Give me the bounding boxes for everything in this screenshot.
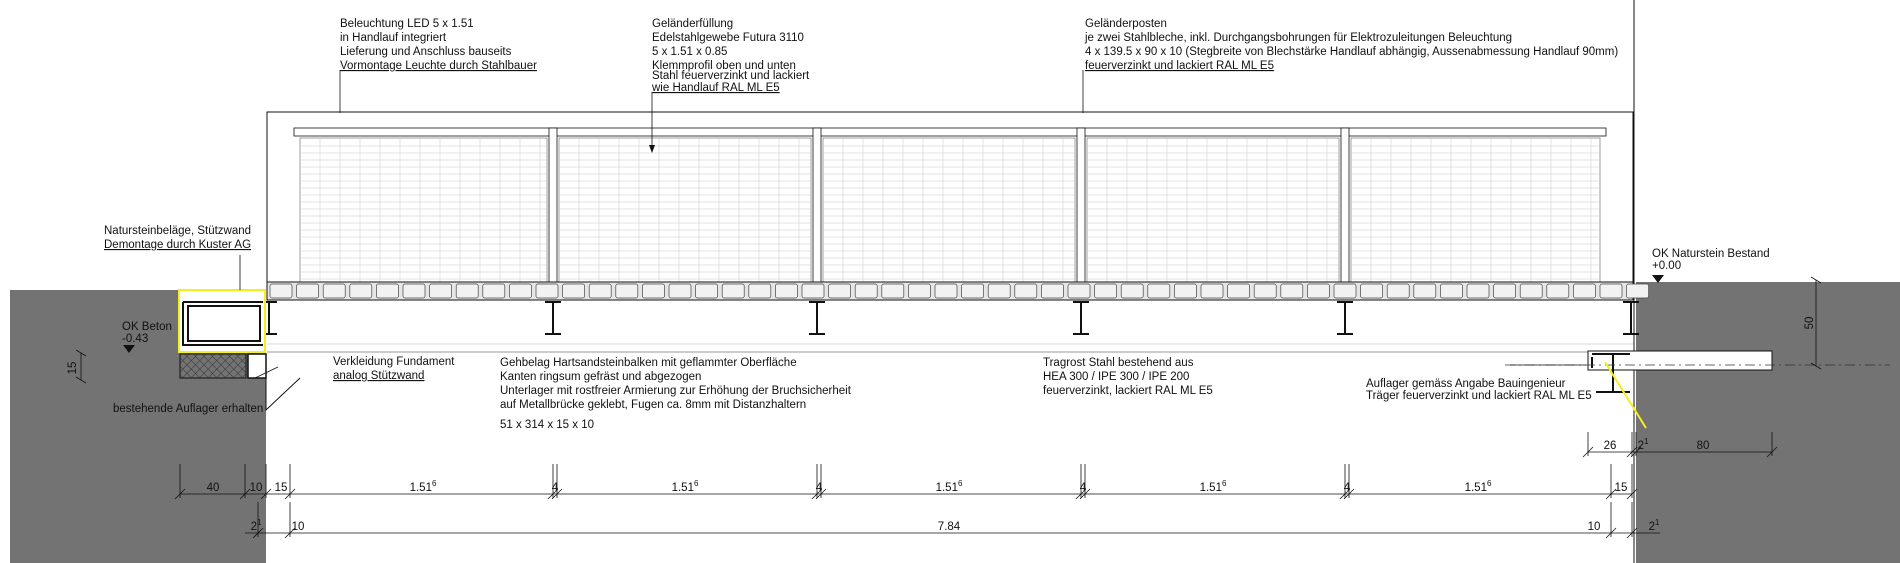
stone-block [1121, 284, 1143, 298]
stone-block [430, 284, 452, 298]
ok-natural-marker [1652, 275, 1664, 283]
bearing-line-2: Träger feuerverzinkt und lackiert RAL ML E5 [1366, 390, 1592, 402]
railing-post-1 [549, 128, 557, 282]
handrail [294, 128, 1606, 136]
deck-line-3: Unterlager mit rostfreier Armierung zur Erhöhung der Bruchsicherheit [500, 385, 851, 397]
mesh-panel-1 [300, 138, 547, 282]
dim-seg-sup: 6 [1486, 479, 1492, 488]
stone-block [962, 284, 984, 298]
stone-block [1041, 284, 1063, 298]
deck-dims: 51 x 314 x 15 x 10 [500, 419, 594, 431]
leader-lines [240, 70, 1586, 378]
i-beam-5 [1337, 302, 1353, 334]
mesh-panel-5 [1351, 138, 1600, 282]
dim-seg-sup: 6 [957, 479, 963, 488]
dim-seg-sup: 6 [1221, 479, 1227, 488]
dim-gap-2: 4 [815, 482, 823, 494]
stone-block [1228, 284, 1250, 298]
i-beam-3 [809, 302, 825, 334]
stone-block [855, 284, 877, 298]
grate-line-3: feuerverzinkt, lackiert RAL ML E5 [1043, 385, 1213, 397]
dim-15a: 15 [274, 482, 288, 494]
stone-block [935, 284, 957, 298]
stone-block [749, 284, 771, 298]
lighting-line-2: in Handlauf integriert [340, 32, 447, 44]
mesh-panel-2 [559, 138, 811, 282]
dim-10c: 10 [1587, 521, 1601, 533]
grate-line-1: Tragrost Stahl bestehend aus [1043, 357, 1194, 369]
posts-line-3: 4 x 139.5 x 90 x 10 (Stegbreite von Blechstärke Handlauf abhängig, Aussenabmessung Handlauf 90mm) [1085, 46, 1619, 58]
railing-frame [267, 112, 1633, 282]
mesh-infill-panels [300, 128, 1600, 282]
stone-block [988, 284, 1010, 298]
dim-80: 80 [1696, 440, 1710, 452]
left-foundation-hatch2 [180, 354, 246, 378]
dim-2rb-sup: 1 [1654, 518, 1660, 527]
infill-line-3: 5 x 1.51 x 0.85 [652, 46, 728, 58]
infill-line-5: Stahl feuerverzinkt und lackiert [652, 70, 810, 82]
stone-block [1068, 284, 1090, 298]
stone-block [1095, 284, 1117, 298]
stone-block [1520, 284, 1542, 298]
dim-total: 7.84 [937, 521, 961, 533]
cladding-line-1: Verkleidung Fundament [333, 356, 455, 368]
stone-block [775, 284, 797, 298]
posts-line-2: je zwei Stahlbleche, inkl. Durchgangsbohrungen für Elektrozuleitungen Beleuchtung [1085, 32, 1513, 44]
dim-2r-val: 2 [1637, 440, 1644, 452]
infill-line-6: wie Handlauf RAL ML E5 [652, 82, 780, 94]
stone-block [589, 284, 611, 298]
stone-block [882, 284, 904, 298]
annotation-cladding [333, 356, 455, 382]
posts-line-1: Geländerposten [1085, 18, 1167, 30]
dim-40: 40 [206, 482, 220, 494]
dim-right-50: 50 [1804, 316, 1816, 330]
stone-block [1600, 284, 1622, 298]
ok-natural-value: +0.00 [1652, 260, 1682, 272]
annotation-lighting [340, 18, 537, 72]
dim-15b: 15 [1614, 482, 1628, 494]
existing-support-label: bestehende Auflager erhalten [113, 403, 264, 415]
dim-26: 26 [1603, 440, 1617, 452]
stone-block [696, 284, 718, 298]
stone-block [270, 284, 292, 298]
dim-seg-4 [1200, 479, 1227, 494]
annotation-infill [651, 18, 810, 94]
arrow-infill [649, 145, 655, 153]
stone-block [483, 284, 505, 298]
stone-block [536, 284, 558, 298]
stone-block [456, 284, 478, 298]
dim-2rb-val: 2 [1648, 521, 1655, 533]
stone-block [1573, 284, 1595, 298]
infill-line-4: Klemmprofil oben und unten [652, 60, 796, 72]
dim-seg-sup: 6 [431, 479, 437, 488]
lighting-line-1: Beleuchtung LED 5 x 1.51 [340, 18, 474, 30]
dim-seg-val: 1.51 [935, 482, 958, 494]
stone-block [1440, 284, 1462, 298]
annotation-deck [500, 357, 852, 431]
dim-seg-val: 1.51 [671, 482, 694, 494]
dim-seg-3 [936, 479, 963, 494]
stone-block [1547, 284, 1569, 298]
dim-seg-sup: 6 [693, 479, 699, 488]
railing-post-3 [1077, 128, 1085, 282]
annotation-posts [1084, 18, 1618, 72]
dim-seg-5 [1465, 479, 1492, 494]
stone-block [297, 284, 319, 298]
dim-2r-sup: 1 [1643, 437, 1649, 446]
stone-block [1414, 284, 1436, 298]
segment-dimension-texts [410, 479, 1492, 494]
annotation-ok-natural [1652, 248, 1770, 272]
mesh-panel-3 [823, 138, 1075, 282]
dim-2l-sup: 1 [256, 518, 262, 527]
dim-10a: 10 [249, 482, 263, 494]
stone-block [802, 284, 824, 298]
ok-concrete-value: -0.43 [122, 333, 149, 345]
cladding-line-2: analog Stützwand [333, 370, 425, 382]
dim-gap-4: 4 [1343, 482, 1351, 494]
stone-block [323, 284, 345, 298]
stone-block [908, 284, 930, 298]
stone-block [1307, 284, 1329, 298]
infill-line-1: Geländerfüllung [652, 18, 734, 30]
stone-block [1467, 284, 1489, 298]
stone-block [509, 284, 531, 298]
stone-block [1174, 284, 1196, 298]
deck-line-4: auf Metallbrücke geklebt, Fugen ca. 8mm mit Distanzhaltern [500, 399, 807, 411]
dim-seg-val: 1.51 [409, 482, 432, 494]
stone-block [1148, 284, 1170, 298]
dim-seg-2 [672, 479, 699, 494]
annotation-stone [104, 225, 251, 251]
dim-gap-1: 4 [551, 482, 559, 494]
dim-seg-val: 1.51 [1464, 482, 1487, 494]
right-ground [1636, 282, 1900, 563]
stone-block [722, 284, 744, 298]
dim-seg-1 [410, 479, 437, 494]
stone-block [1201, 284, 1223, 298]
dim-left-15: 15 [67, 361, 79, 375]
ok-concrete-label: OK Beton [122, 321, 172, 333]
stone-block [642, 284, 664, 298]
deck-line-1: Gehbelag Hartsandsteinbalken mit geflammter Oberfläche [500, 357, 797, 369]
infill-line-2: Edelstahlgewebe Futura 3110 [652, 32, 804, 44]
annotation-grate [1043, 357, 1213, 397]
lighting-line-3: Lieferung und Anschluss bauseits [340, 46, 512, 58]
stone-line-1: Natursteinbeläge, Stützwand [104, 225, 252, 237]
stone-block [403, 284, 425, 298]
stone-block [616, 284, 638, 298]
dim-2l-val: 2 [250, 521, 257, 533]
stone-block [563, 284, 585, 298]
ok-natural-label: OK Naturstein Bestand [1652, 248, 1770, 260]
annotation-bearing [1366, 378, 1592, 402]
stone-block [1361, 284, 1383, 298]
stone-block [669, 284, 691, 298]
dim-gap-3: 4 [1079, 482, 1087, 494]
lighting-line-4: Vormontage Leuchte durch Stahlbauer [340, 60, 537, 72]
stone-block [1334, 284, 1356, 298]
grate-line-2: HEA 300 / IPE 300 / IPE 200 [1043, 371, 1190, 383]
stone-block [829, 284, 851, 298]
i-beam-4 [1073, 302, 1089, 334]
stone-cladding-highlight [179, 290, 265, 352]
existing-support-outline [266, 378, 300, 410]
stone-block [1281, 284, 1303, 298]
posts-line-4: feuerverzinkt und lackiert RAL ML E5 [1085, 60, 1274, 72]
stone-block [1627, 284, 1649, 298]
stone-block [1494, 284, 1516, 298]
i-beam-sections [261, 302, 1639, 334]
stone-block [1015, 284, 1037, 298]
dim-seg-val: 1.51 [1199, 482, 1222, 494]
i-beam-2 [545, 302, 561, 334]
bearing-line-1: Auflager gemäss Angabe Bauingenieur [1366, 378, 1566, 390]
railing-post-4 [1341, 128, 1349, 282]
stone-block [376, 284, 398, 298]
stone-block [1254, 284, 1276, 298]
mesh-panel-4 [1087, 138, 1339, 282]
deck-line-2: Kanten ringsum gefräst und abgezogen [500, 371, 702, 383]
dim-10b: 10 [291, 521, 305, 533]
stone-line-2: Demontage durch Kuster AG [104, 239, 252, 251]
railing-post-2 [813, 128, 821, 282]
stone-block [350, 284, 372, 298]
stone-block [1387, 284, 1409, 298]
